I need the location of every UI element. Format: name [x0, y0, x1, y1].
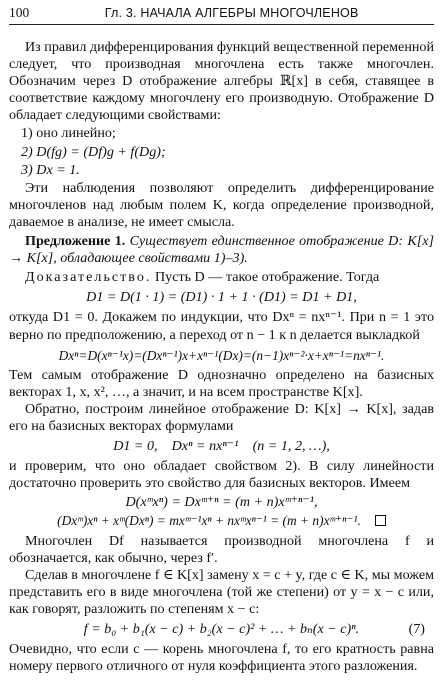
intro-paragraph: Из правил дифференцирования функций вещественной переменной следует, что производная многочлена есть также многочлен. Обозначим через D отображение алгебры ℝ[x] в себя, ставящее в соответствие каждому многочлену его производную. Отображение D обладает следующими свойствами:: [9, 39, 434, 124]
equation-taylor-text: f = b₀ + b₁(x − c) + b₂(x − c)² + … + bₙ(x − c)ⁿ.: [83, 621, 360, 637]
substitution-paragraph: Сделав в многочлене f ∈ K[x] замену x = c + y, где c ∈ K, мы можем представить его в виде многочлена (той же степени) от y = x − c или, как говорят, разложить по степеням x − c:: [9, 566, 434, 617]
observation-paragraph: Эти наблюдения позволяют определить дифференцирование многочленов над любым полем K, когда определение производной, даваемое в анализе, не имеет смысла.: [9, 179, 434, 230]
property-2: 2) D(fg) = (Df)g + f(Dg);: [21, 143, 166, 160]
running-title: Гл. 3. НАЧАЛА АЛГЕБРЫ МНОГОЧЛЕНОВ: [104, 6, 359, 20]
proposition: [9, 233, 434, 267]
equation-definition: D1 = 0, Dxⁿ = nxⁿ⁻¹ (n = 1, 2, …),: [113, 438, 330, 455]
properties-list: [9, 125, 434, 178]
equation-product-right: [9, 512, 434, 529]
equation-product-right-text: (Dxᵐ)xⁿ + xᵐ(Dxⁿ) = mxᵐ⁻¹xⁿ + nxᵐxⁿ⁻¹ = (m + n)xᵐ⁺ⁿ⁻¹.: [57, 513, 361, 529]
page-number: 100: [9, 5, 30, 20]
proof-start: [9, 269, 434, 286]
definition-paragraph: Многочлен Df называется производной многочлена f и обозначается, как обычно, через f′.: [9, 532, 434, 566]
proof-label: Доказательство.: [25, 269, 152, 286]
equation-product-left: D(xᵐxⁿ) = Dxᵐ⁺ⁿ = (m + n)xᵐ⁺ⁿ⁻¹,: [125, 494, 318, 511]
uniqueness-paragraph: Тем самым отображение D однозначно определено на базисных векторах 1, x, x², …, а значит, и на всем пространстве K[x].: [9, 366, 434, 400]
induction-paragraph: откуда D1 = 0. Докажем по индукции, что Dxⁿ = nxⁿ⁻¹. При n = 1 это верно по предположению, а переход от n − 1 к n делается выкладкой: [9, 309, 434, 343]
equation-d1: D1 = D(1 · 1) = (D1) · 1 + 1 · (D1) = D1 + D1,: [86, 289, 357, 306]
proof-start-text: Пусть D — такое отображение. Тогда: [154, 269, 380, 286]
equation-number: (7): [408, 621, 425, 637]
qed-mark: [375, 515, 386, 526]
proposition-text: Существует единственное отображение D: K[x] → K[x], обладающее свойствами 1)–3).: [9, 233, 434, 267]
property-1: 1) оно линейно;: [21, 125, 116, 142]
property-3: 3) Dx = 1.: [21, 161, 80, 178]
running-header: [9, 4, 434, 25]
proposition-label: Предложение 1.: [25, 233, 126, 250]
conclusion-paragraph: Очевидно, что если c — корень многочлена f, то его кратность равна номеру первого отличного от нуля коэффициента этого разложения.: [9, 641, 434, 675]
converse-paragraph: Обратно, построим линейное отображение D: K[x] → K[x], задав его на базисных векторах формулами: [9, 400, 434, 434]
equation-taylor: [9, 621, 434, 638]
verification-paragraph: и проверим, что оно обладает свойством 2). В силу линейности достаточно проверить это свойство для базисных векторов. Имеем: [9, 458, 434, 492]
equation-induction: Dxⁿ=D(xⁿ⁻¹x)=(Dxⁿ⁻¹)x+xⁿ⁻¹(Dx)=(n−1)xⁿ⁻²·x+xⁿ⁻¹=nxⁿ⁻¹.: [58, 347, 385, 363]
